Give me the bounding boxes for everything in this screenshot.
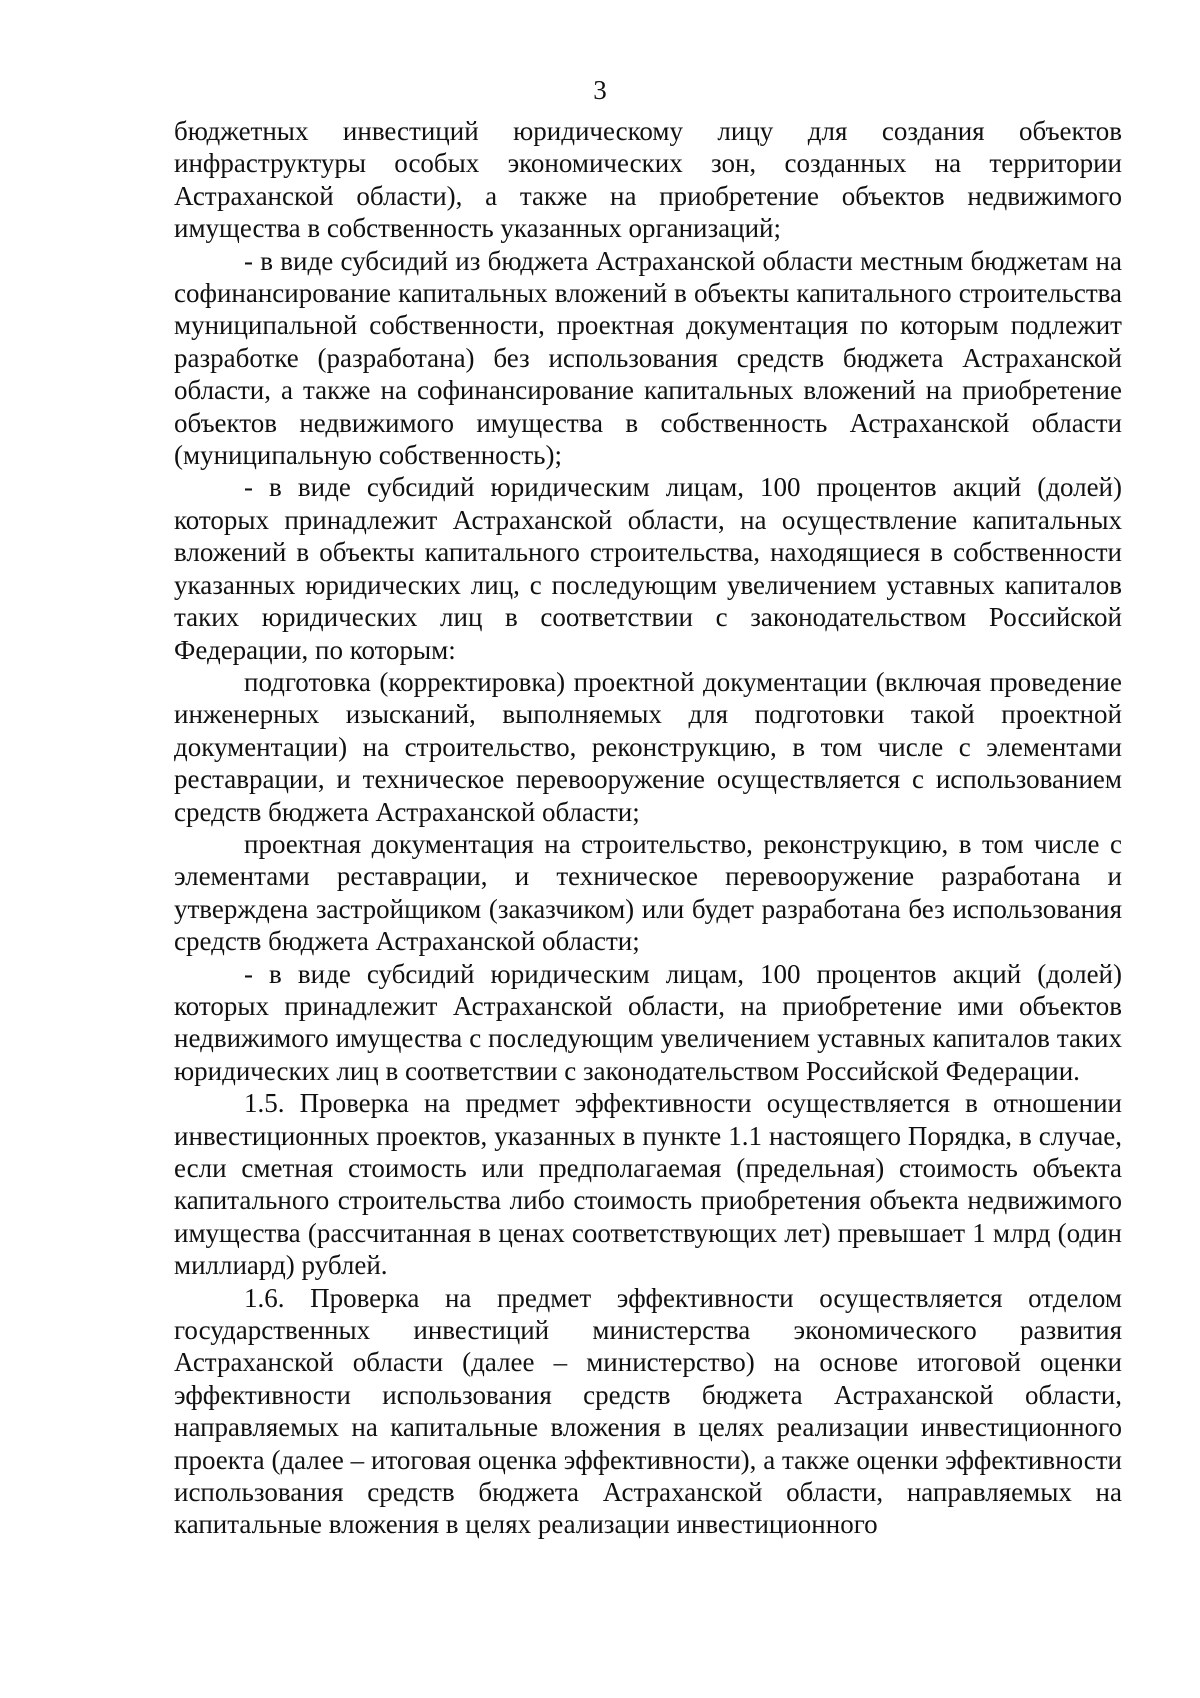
- paragraph-1-6: 1.6. Проверка на предмет эффективности осуществляется отделом государственных инвестиций министерства экономического развития Астраханской области (далее – министерство) на основе итоговой оценки эффективности использования средств бюджета Астраханской области, направляемых на капитальные вложения в целях реализации инвестиционного проекта (далее – итоговая оценка эффективности), а также оценки эффективности использования средств бюджета Астраханской области, направляемых на капитальные вложения в целях реализации инвестиционного: [174, 1282, 1122, 1540]
- paragraph: подготовка (корректировка) проектной документации (включая проведение инженерных изысканий, выполняемых для подготовки такой проектной документации) на строительство, реконструкцию, в том числе с элементами реставрации, и техническое перевооружение осуществляется с использованием средств бюджета Астраханской области;: [174, 666, 1122, 827]
- paragraph: - в виде субсидий юридическим лицам, 100 процентов акций (долей) которых принадлежит Астраханской области, на осуществление капитальных вложений в объекты капитального строительства, находящиеся в собственности указанных юридических лиц, с последующим увеличением уставных капиталов таких юридических лиц в соответствии с законодательством Российской Федерации, по которым:: [174, 472, 1122, 665]
- document-body: [174, 115, 1122, 1541]
- paragraph: - в виде субсидий из бюджета Астраханской области местным бюджетам на софинансирование капитальных вложений в объекты капитального строительства муниципальной собственности, проектная документация по которым подлежит разработке (разработана) без использования средств бюджета Астраханской области, а также на софинансирование капитальных вложений на приобретение объектов недвижимого имущества в собственность Астраханской области (муниципальную собственность);: [174, 245, 1122, 471]
- paragraph: - в виде субсидий юридическим лицам, 100 процентов акций (долей) которых принадлежит Астраханской области, на приобретение ими объектов недвижимого имущества с последующим увеличением уставных капиталов таких юридических лиц в соответствии с законодательством Российской Федерации.: [174, 958, 1122, 1086]
- paragraph: бюджетных инвестиций юридическому лицу для создания объектов инфраструктуры особых экономических зон, созданных на территории Астраханской области), а также на приобретение объектов недвижимого имущества в собственность указанных организаций;: [174, 116, 1122, 244]
- paragraph-1-5: 1.5. Проверка на предмет эффективности осуществляется в отношении инвестиционных проектов, указанных в пункте 1.1 настоящего Порядка, в случае, если сметная стоимость или предполагаемая (предельная) стоимость объекта капитального строительства либо стоимость приобретения объекта недвижимого имущества (рассчитанная в ценах соответствующих лет) превышает 1 млрд (один миллиард) рублей.: [174, 1088, 1122, 1281]
- paragraph: проектная документация на строительство, реконструкцию, в том числе с элементами реставрации, и техническое перевооружение разработана и утверждена застройщиком (заказчиком) или будет разработана без использования средств бюджета Астраханской области;: [174, 828, 1122, 957]
- page-number: 3: [593, 75, 607, 105]
